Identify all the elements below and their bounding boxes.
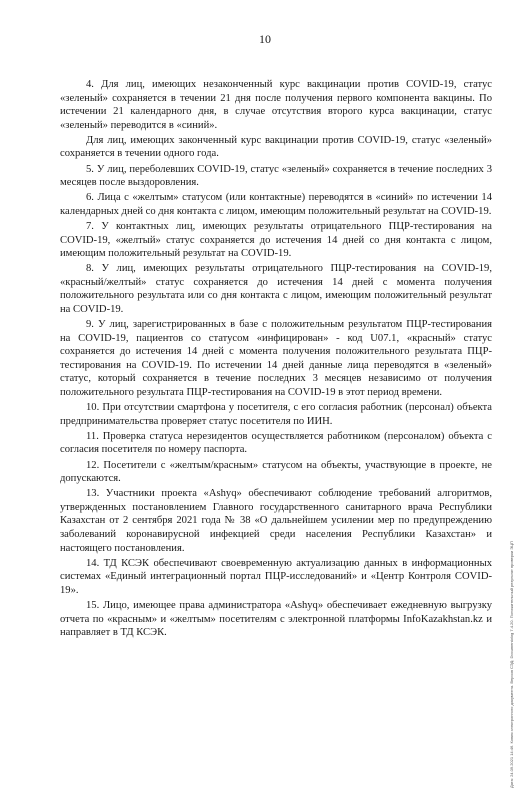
document-verification-stamp — [510, 228, 518, 788]
paragraph-10: 10. При отсутствии смартфона у посетителя, с его согласия работник (персонал) объекта предпринимательства проверяет статус посетителя по ИИН. — [60, 402, 492, 427]
paragraph-4-continued: Для лиц, имеющих законченный курс вакцинации против COVID-19, статус «зеленый» сохраняется в течении одного года. — [60, 134, 492, 160]
paragraph-7: 7. У контактных лиц, имеющих результаты отрицательного ПЦР-тестирования на COVID-19, «желтый» статус сохраняется до истечения 14 дней со дня контакта с лицом, имеющим положительный результат на COVID-19. — [60, 220, 492, 260]
paragraph-14: 14. ТД КСЭК обеспечивают своевременную актуализацию данных в информационных системах «Единый интеграционный портал ПЦР-исследований» и «Центр Контроля COVID-19». — [60, 557, 492, 596]
paragraph-15: 15. Лицо, имеющее права администратора «Ashyq» обеспечивает ежедневную выгрузку отчета по «красным» и «желтым» посетителям с электронной платформы InfoKazakhstan.kz и направляет в ТД КСЭК. — [60, 599, 492, 639]
document-body — [60, 78, 492, 641]
paragraph-4: 4. Для лиц, имеющих незаконченный курс вакцинации против COVID-19, статус «зеленый» сохраняется в течении 21 дня после получения первого компонента вакцины. По истечении 21 календарного дня, в случае отсутствия второго курса вакцинации, статус «зеленый» переводится в «синий». — [60, 79, 492, 131]
paragraph-5: 5. У лиц, переболевших COVID-19, статус «зеленый» сохраняется в течение последних 3 месяцев после выздоровления. — [60, 163, 492, 189]
paragraph-12: 12. Посетители с «желтым/красным» статусом на объекты, участвующие в проекте, не допускаются. — [60, 459, 492, 485]
paragraph-11: 11. Проверка статуса нерезидентов осуществляется работником (персоналом) объекта с согласия посетителя по номеру паспорта. — [60, 430, 492, 456]
paragraph-6: 6. Лица с «желтым» статусом (или контактные) переводятся в «синий» по истечении 14 календарных дней со дня контакта с лицом, имеющим положительный результат на COVID-19. — [60, 192, 492, 217]
verification-stamp-text: Дата: 24.09.2021 14:46. Копия электронного документа. Версия СЭД: Documentolog 7.4.20. Положительный результат проверки ЭЦП — [509, 541, 514, 788]
page-number: 10 — [259, 32, 271, 46]
paragraph-13: 13. Участники проекта «Ashyq» обеспечивают соблюдение требований алгоритмов, утвержденных постановлением Главного государственного санитарного врача Республики Казахстан от 2 сентября 2021 года № 38 «О дальнейшем усилении мер по предупреждению заболеваний коронавирусной инфекцией среди населения Республики Казахстан» и настоящего постановления. — [60, 488, 492, 554]
paragraph-9: 9. У лиц, зарегистрированных в базе с положительным результатом ПЦР-тестирования на COVID-19, пациентов со статусом «инфицирован» - код U07.1, «красный» статус сохраняется до истечения 14 дней с момента получения положительного результата ПЦР-тестирования на COVID-19. По истечении 14 дней данные лица переводятся в «зеленый» статус, который сохраняется в течение последних 3 месяцев независимо от получения положительного результата ПЦР-тестирования на COVID-19 в этот период времени. — [60, 319, 492, 399]
paragraph-8: 8. У лиц, имеющих результаты отрицательного ПЦР-тестирования на COVID-19, «красный/желтый» статус сохраняется до истечения 14 дней с момента получения положительного результата или со дня контакта с лицом, имеющим положительный результат на COVID-19. — [60, 263, 492, 315]
